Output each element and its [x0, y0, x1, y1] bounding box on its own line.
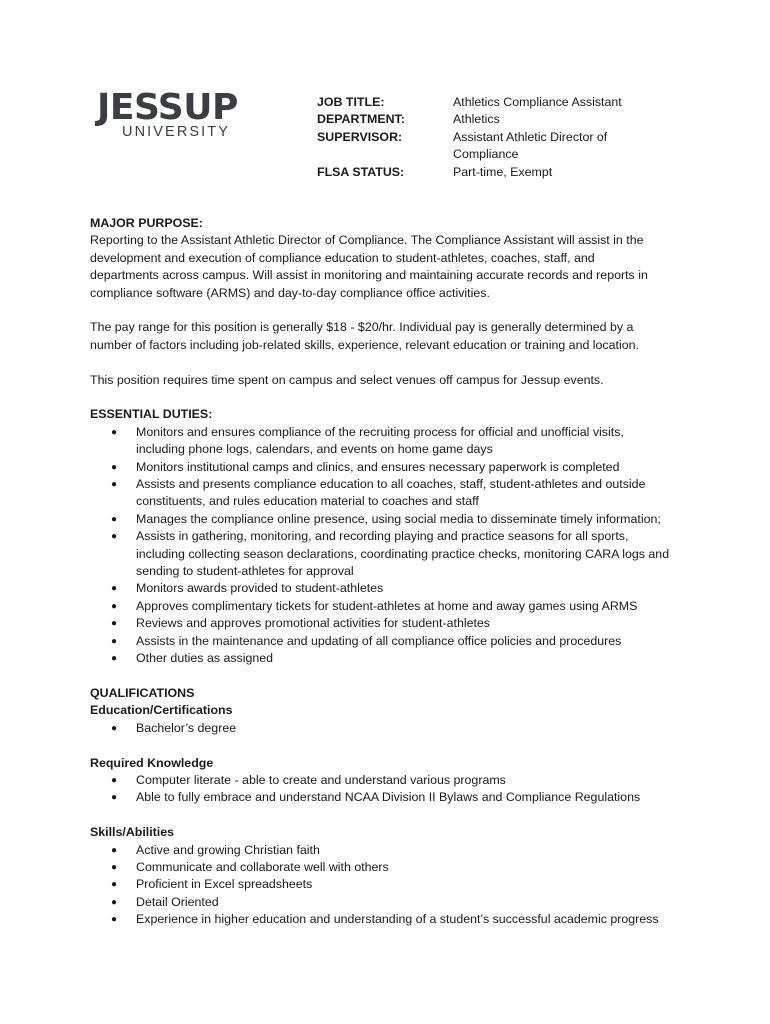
- supervisor-value-line: Compliance: [453, 147, 519, 162]
- education-list: [90, 720, 680, 737]
- job-title-label: JOB TITLE:: [317, 95, 385, 109]
- list-item-line: constituents, and rules education material to coaches and staff: [136, 494, 479, 509]
- list-item-line: ● Monitors and ensures compliance of the recruiting process for official and unofficial visits,: [136, 424, 624, 439]
- purpose-line: Reporting to the Assistant Athletic Director of Compliance. The Compliance Assistant will assist in the: [90, 233, 644, 248]
- flsa-label: FLSA STATUS:: [317, 164, 405, 179]
- list-item: [90, 633, 680, 650]
- list-item: [90, 511, 680, 528]
- list-item: ● Detail Oriented: [90, 894, 680, 911]
- major-purpose-heading: MAJOR PURPOSE:: [90, 216, 203, 230]
- department-value: Athletics: [453, 112, 500, 127]
- pay-line: number of factors including job-related skills, experience, relevant education or training and location.: [90, 337, 639, 352]
- job-header: [317, 94, 647, 181]
- department-label: DEPARTMENT:: [317, 112, 405, 127]
- university-logo: [97, 87, 265, 140]
- job-description-body: [90, 215, 680, 929]
- education-heading: Education/Certifications: [90, 703, 233, 718]
- flsa-row: [317, 164, 647, 181]
- supervisor-value: [453, 129, 647, 164]
- list-item-line: ● Monitors institutional camps and clinics, and ensures necessary paperwork is completed: [136, 459, 620, 474]
- list-item: ● Bachelor’s degree: [90, 720, 680, 737]
- list-item-line: ● Monitors awards provided to student-athletes: [136, 581, 384, 596]
- campus-line: This position requires time spent on campus and select venues off campus for Jessup events.: [90, 372, 604, 387]
- list-item: ● Communicate and collaborate well with others: [90, 859, 680, 876]
- purpose-line: departments across campus. Will assist in monitoring and maintaining accurate records and reports in: [90, 268, 648, 283]
- list-item-line: including phone logs, calendars, and events on home game days: [136, 442, 493, 457]
- list-item: [90, 650, 680, 667]
- list-item-line: ● Reviews and approves promotional activities for student-athletes: [136, 616, 491, 631]
- list-item: ● Experience in higher education and understanding of a student’s successful academic progress: [90, 911, 680, 928]
- list-item-line: ● Approves complimentary tickets for student-athletes at home and away games using ARMS: [136, 598, 638, 613]
- list-item-line: ● Other duties as assigned: [136, 651, 274, 666]
- skills-heading: Skills/Abilities: [90, 825, 175, 840]
- list-item: ● Able to fully embrace and understand NCAA Division II Bylaws and Compliance Regulations: [90, 789, 680, 806]
- list-item: ● Proficient in Excel spreadsheets: [90, 876, 680, 893]
- logo-wordmark: JESSUP: [97, 87, 238, 128]
- job-title-value: Athletics Compliance Assistant: [453, 95, 622, 109]
- list-item: [90, 528, 680, 580]
- list-item: ● Active and growing Christian faith: [90, 842, 680, 859]
- list-item-line: ● Assists in the maintenance and updating of all compliance office policies and procedures: [136, 633, 622, 648]
- department-row: [317, 111, 647, 128]
- flsa-value: Part-time, Exempt: [453, 164, 553, 179]
- list-item: [90, 424, 680, 459]
- essential-duties-heading: ESSENTIAL DUTIES:: [90, 407, 213, 422]
- list-item-line: ● Manages the compliance online presence, using social media to disseminate timely information;: [136, 511, 661, 526]
- skills-list: [90, 842, 680, 929]
- qualifications-heading: QUALIFICATIONS: [90, 685, 195, 700]
- list-item-line: sending to student-athletes for approval: [136, 564, 354, 579]
- list-item: [90, 598, 680, 615]
- duties-list: [90, 424, 680, 668]
- purpose-line: development and execution of compliance education to student-athletes, coaches, staff, and: [90, 250, 595, 265]
- supervisor-row: [317, 129, 647, 164]
- knowledge-list: [90, 772, 680, 807]
- pay-line: The pay range for this position is generally $18 - $20/hr. Individual pay is generally determined by a: [90, 320, 634, 335]
- supervisor-value-line: Assistant Athletic Director of: [453, 129, 608, 144]
- list-item: [90, 476, 680, 511]
- logo-subtitle: UNIVERSITY: [122, 124, 231, 140]
- list-item-line: including collecting season declarations, coordinating practice checks, monitoring CARA logs and: [136, 546, 670, 561]
- supervisor-label: SUPERVISOR:: [317, 129, 403, 144]
- list-item: ● Computer literate - able to create and understand various programs: [90, 772, 680, 789]
- list-item: [90, 615, 680, 632]
- list-item-line: ● Assists in gathering, monitoring, and recording playing and practice seasons for all sports,: [136, 529, 629, 544]
- list-item: [90, 580, 680, 597]
- purpose-line: compliance software (ARMS) and day-to-day compliance office activities.: [90, 285, 490, 300]
- knowledge-heading: Required Knowledge: [90, 755, 214, 770]
- job-title-row: [317, 94, 647, 111]
- list-item: [90, 459, 680, 476]
- list-item-line: ● Assists and presents compliance education to all coaches, staff, student-athletes and outside: [136, 477, 646, 492]
